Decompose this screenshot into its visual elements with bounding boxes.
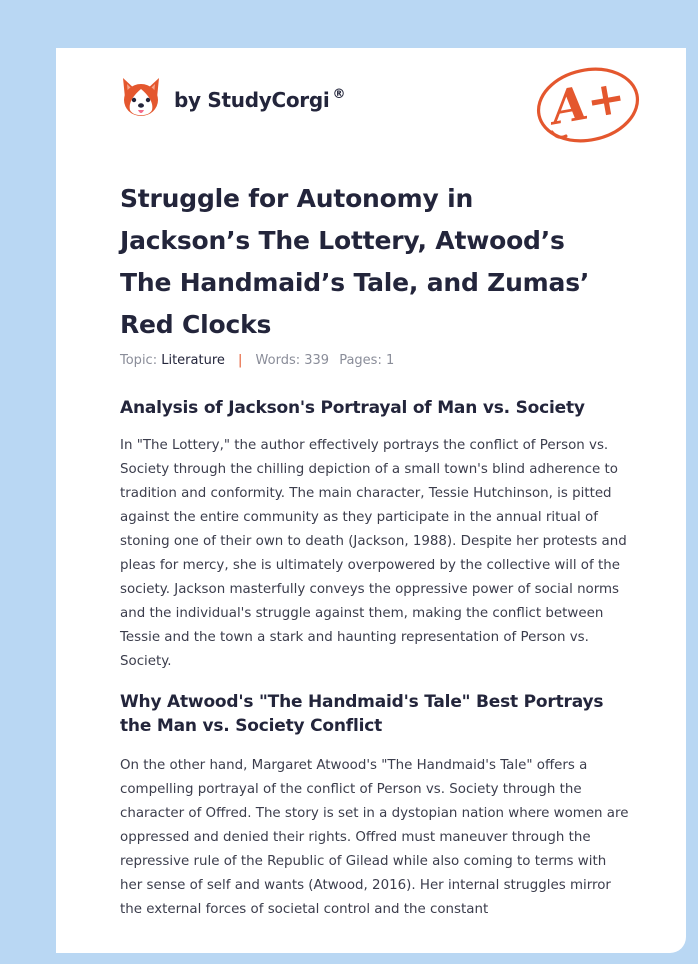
corgi-logo-icon (120, 76, 162, 120)
topic-link[interactable]: Literature (161, 353, 225, 368)
document-page (56, 48, 686, 953)
section-paragraph: On the other hand, Margaret Atwood's "The Handmaid's Tale" offers a compelling portrayal of the conflict of Person vs. Society through the character of Offred. The story is set in a dystopian nation where women are oppressed and denied their rights. Offred must maneuver through the repressive rule of the Republic of Gilead while also coming to terms with her sense of self and wants (Atwood, 2016). Her internal struggles mirror the external forces of societal control and the constant (120, 758, 629, 917)
brand-name: by StudyCorgi ® (174, 87, 346, 112)
a-plus-grade-icon (534, 56, 652, 146)
section-heading: Analysis of Jackson's Portrayal of Man vs. Society (120, 398, 585, 418)
section-heading: Why Atwood's "The Handmaid's Tale" Best Portrays the Man vs. Society Conflict (120, 692, 604, 736)
page-count: Pages: 1 (339, 353, 395, 368)
grade-badge-text: A+ (547, 69, 630, 136)
topic-label: Topic: (120, 353, 158, 368)
studycorgi-logo[interactable] (120, 76, 345, 120)
section-paragraph: In "The Lottery," the author effectively portrays the conflict of Person vs. Society through the chilling depiction of a small town's blind adherence to tradition and conformity. The main character, Tessie Hutchinson, is pitted against the entire community as they participate in the annual ritual of stoning one of their own to death (Jackson, 1988). Despite her protests and pleas for mercy, she is ultimately overpowered by the collective will of the society. Jackson masterfully conveys the oppressive power of social norms and the individual's struggle against them, making the conflict between Tessie and the town a stark and haunting representation of Person vs. Society. (120, 438, 627, 669)
meta-separator: | (238, 353, 243, 368)
document-meta (120, 353, 394, 368)
registered-mark: ® (332, 87, 346, 102)
word-count: Words: 339 (255, 353, 330, 368)
page-title: Struggle for Autonomy in Jackson’s The Lottery, Atwood’s The Handmaid’s Tale, and Zumas’ Red Clocks (120, 184, 590, 339)
document-body (120, 394, 632, 922)
